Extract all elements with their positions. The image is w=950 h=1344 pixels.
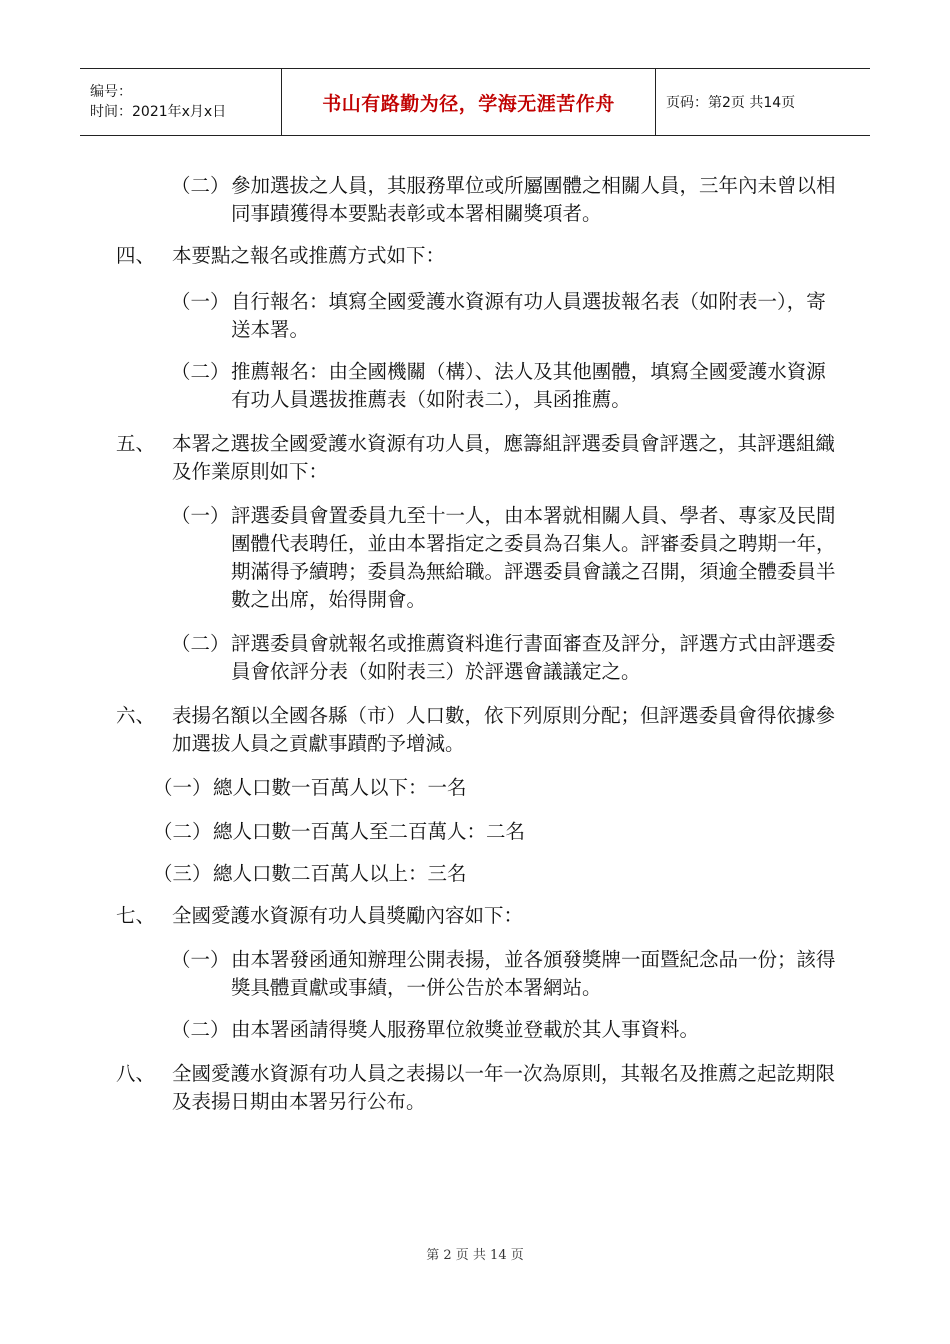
item-number: （一）: [171, 504, 230, 527]
item-number: （一）: [171, 948, 230, 971]
item-number: （一）: [171, 290, 230, 313]
item-text: 總人口數一百萬人至二百萬人：二名: [213, 820, 526, 843]
item-text: 評選委員會置委員九至十一人，由本署就相關人員、學者、專家及民間團體代表聘任，並由本署指定之委員為召集人。評審委員之聘期一年，期滿得予續聘；委員為無給職。評選委員會議之召開，須逾全體委員半數之出席，始得開會。: [231, 504, 836, 611]
item-number: 八、: [116, 1062, 156, 1085]
page-header: [80, 68, 870, 136]
item-number: （二）: [171, 360, 230, 383]
section-item: [116, 242, 842, 270]
sub-item: [171, 288, 841, 344]
header-motto-cell: [282, 69, 656, 135]
item-text: 總人口數一百萬人以下：一名: [213, 776, 467, 799]
page-label: 页码：第2页 共14页: [666, 95, 796, 111]
item-number: （二）: [171, 632, 230, 655]
code-label: 编号：: [90, 84, 132, 100]
item-number: （二）: [153, 820, 212, 843]
item-text: 全國愛護水資源有功人員獎勵內容如下：: [172, 904, 524, 927]
section-item: [116, 702, 842, 758]
sub-item: [171, 502, 841, 614]
item-number: 四、: [116, 244, 156, 267]
sub-item: [153, 774, 833, 802]
header-meta: [80, 69, 282, 135]
item-text: 由本署發函通知辦理公開表揚，並各頒發獎牌一面暨紀念品一份；該得獎具體貢獻或事績，一併公告於本署網站。: [231, 948, 836, 999]
sub-item: [153, 818, 833, 846]
section-item: [116, 430, 842, 486]
item-text: 由本署函請得獎人服務單位敘獎並登載於其人事資料。: [231, 1018, 700, 1041]
item-text: 評選委員會就報名或推薦資料進行書面審查及評分，評選方式由評選委員會依評分表（如附表三）於評選會議議定之。: [231, 632, 836, 683]
item-number: 七、: [116, 904, 156, 927]
item-text: 全國愛護水資源有功人員之表揚以一年一次為原則，其報名及推薦之起訖期限及表揚日期由本署另行公布。: [172, 1062, 836, 1113]
item-text: 參加選拔之人員，其服務單位或所屬團體之相關人員，三年內未曾以相同事蹟獲得本要點表彰或本署相關獎項者。: [231, 174, 836, 225]
sub-item: [171, 358, 841, 414]
sub-item: [171, 630, 841, 686]
section-item: [116, 1060, 842, 1116]
item-number: （二）: [171, 174, 230, 197]
sub-item: [171, 172, 841, 228]
item-number: （二）: [171, 1018, 230, 1041]
item-text: 表揚名額以全國各縣（市）人口數，依下列原則分配；但評選委員會得依據參加選拔人員之貢獻事蹟酌予增減。: [172, 704, 836, 755]
item-text: 本要點之報名或推薦方式如下：: [172, 244, 446, 267]
header-page-cell: [656, 69, 870, 135]
footer-page-number: 第 2 页 共 14 页: [426, 1248, 524, 1263]
sub-item: [153, 860, 833, 888]
item-text: 總人口數二百萬人以上：三名: [213, 862, 467, 885]
sub-item: [171, 946, 841, 1002]
section-item: [116, 902, 842, 930]
item-number: 六、: [116, 704, 156, 727]
sub-item: [171, 1016, 841, 1044]
page-footer: [0, 1244, 950, 1263]
item-text: 推薦報名：由全國機關（構）、法人及其他團體，填寫全國愛護水資源有功人員選拔推薦表（如附表二），具函推薦。: [231, 360, 826, 411]
item-number: （三）: [153, 862, 212, 885]
motto-text: 书山有路勤为径，学海无涯苦作舟: [322, 92, 615, 115]
item-text: 本署之選拔全國愛護水資源有功人員，應籌組評選委員會評選之，其評選組織及作業原則如下：: [172, 432, 836, 483]
item-number: （一）: [153, 776, 212, 799]
time-label: 时间：2021年x月x日: [90, 104, 227, 120]
item-text: 自行報名：填寫全國愛護水資源有功人員選拔報名表（如附表一），寄送本署。: [231, 290, 826, 341]
item-number: 五、: [116, 432, 156, 455]
